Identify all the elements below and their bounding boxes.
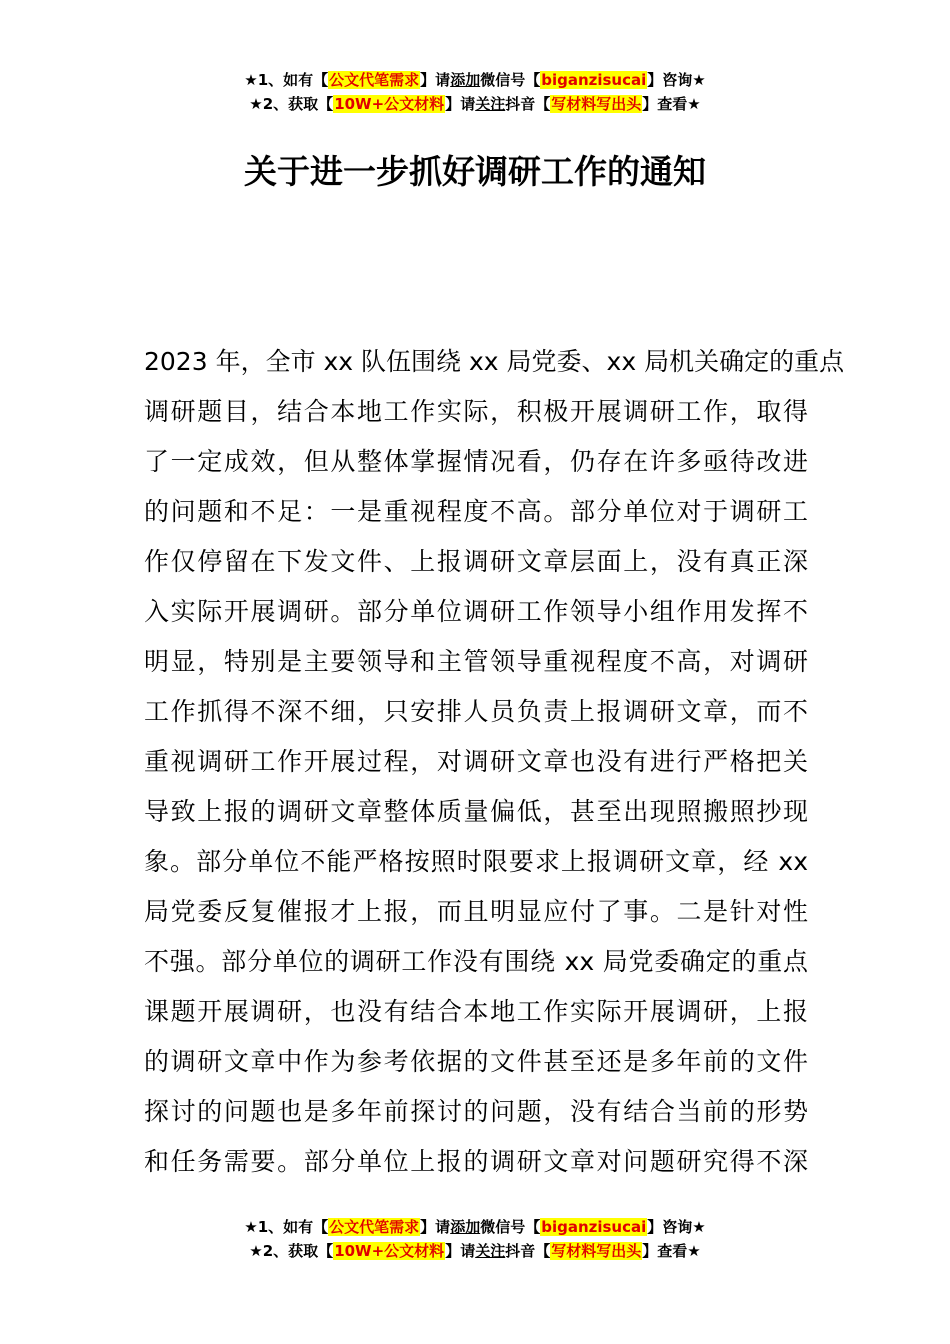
- body-line: 明显，特别是主要领导和主管领导重视程度不高，对调研: [144, 647, 808, 676]
- promo-underlined: 添加: [450, 71, 481, 89]
- promo-text: 】查看★: [642, 95, 701, 113]
- body-line: 课题开展调研，也没有结合本地工作实际开展调研，上报: [144, 997, 808, 1026]
- promo-text: ★1、如有【: [244, 1218, 329, 1236]
- promo-text: 微信号【: [480, 71, 541, 89]
- promo-text: 】请: [420, 71, 451, 89]
- promo-text: 】查看★: [642, 1242, 701, 1260]
- promo-text: 】请: [445, 1242, 476, 1260]
- body-line: 2023 年，全市 xx 队伍围绕 xx 局党委、xx 局机关确定的重点: [144, 347, 845, 376]
- body-line: 不强。部分单位的调研工作没有围绕 xx 局党委确定的重点: [144, 947, 808, 976]
- promo-line-2: [0, 92, 950, 116]
- promo-text: 】咨询★: [647, 71, 706, 89]
- document-title: 关于进一步抓好调研工作的通知: [244, 152, 706, 191]
- promo-wechat-id: biganzisucai: [541, 71, 647, 89]
- promo-line-1: [0, 68, 950, 92]
- promo-text: 抖音【: [505, 95, 551, 113]
- promo-highlight: 10W+公文材料: [334, 95, 445, 113]
- promo-text: ★2、获取【: [249, 95, 334, 113]
- promo-highlight: 10W+公文材料: [334, 1242, 445, 1260]
- promo-underlined: 关注: [475, 95, 506, 113]
- body-line: 工作抓得不深不细，只安排人员负责上报调研文章，而不: [144, 697, 808, 726]
- body-line: 作仅停留在下发文件、上报调研文章层面上，没有真正深: [144, 547, 808, 576]
- body-line: 入实际开展调研。部分单位调研工作领导小组作用发挥不: [144, 597, 808, 626]
- body-line: 重视调研工作开展过程，对调研文章也没有进行严格把关: [144, 747, 808, 776]
- promo-text: ★1、如有【: [244, 71, 329, 89]
- promo-line-1: [0, 1215, 950, 1239]
- body-line: 象。部分单位不能严格按照时限要求上报调研文章，经 xx: [144, 847, 808, 876]
- promo-text: ★2、获取【: [249, 1242, 334, 1260]
- promo-line-2: [0, 1239, 950, 1263]
- promo-text: 】请: [420, 1218, 451, 1236]
- promo-douyin-id: 写材料写出头: [551, 1242, 642, 1260]
- body-line: 调研题目，结合本地工作实际，积极开展调研工作，取得: [144, 397, 808, 426]
- promo-text: 微信号【: [480, 1218, 541, 1236]
- body-line: 导致上报的调研文章整体质量偏低，甚至出现照搬照抄现: [144, 797, 808, 826]
- header-promo-banner: [0, 68, 950, 116]
- promo-text: 】咨询★: [647, 1218, 706, 1236]
- body-line: 局党委反复催报才上报，而且明显应付了事。二是针对性: [144, 897, 808, 926]
- promo-douyin-id: 写材料写出头: [551, 95, 642, 113]
- promo-underlined: 关注: [475, 1242, 506, 1260]
- promo-text: 】请: [445, 95, 476, 113]
- promo-underlined: 添加: [450, 1218, 481, 1236]
- document-body: [144, 337, 845, 1187]
- promo-text: 抖音【: [505, 1242, 551, 1260]
- body-line: 了一定成效，但从整体掌握情况看，仍存在许多亟待改进: [144, 447, 808, 476]
- promo-highlight: 公文代笔需求: [329, 71, 420, 89]
- promo-highlight: 公文代笔需求: [329, 1218, 420, 1236]
- promo-wechat-id: biganzisucai: [541, 1218, 647, 1236]
- body-line: 的问题和不足：一是重视程度不高。部分单位对于调研工: [144, 497, 808, 526]
- body-line: 的调研文章中作为参考依据的文件甚至还是多年前的文件: [144, 1047, 808, 1076]
- footer-promo-banner: [0, 1215, 950, 1263]
- body-line: 和任务需要。部分单位上报的调研文章对问题研究得不深: [144, 1147, 808, 1176]
- body-line: 探讨的问题也是多年前探讨的问题，没有结合当前的形势: [144, 1097, 808, 1126]
